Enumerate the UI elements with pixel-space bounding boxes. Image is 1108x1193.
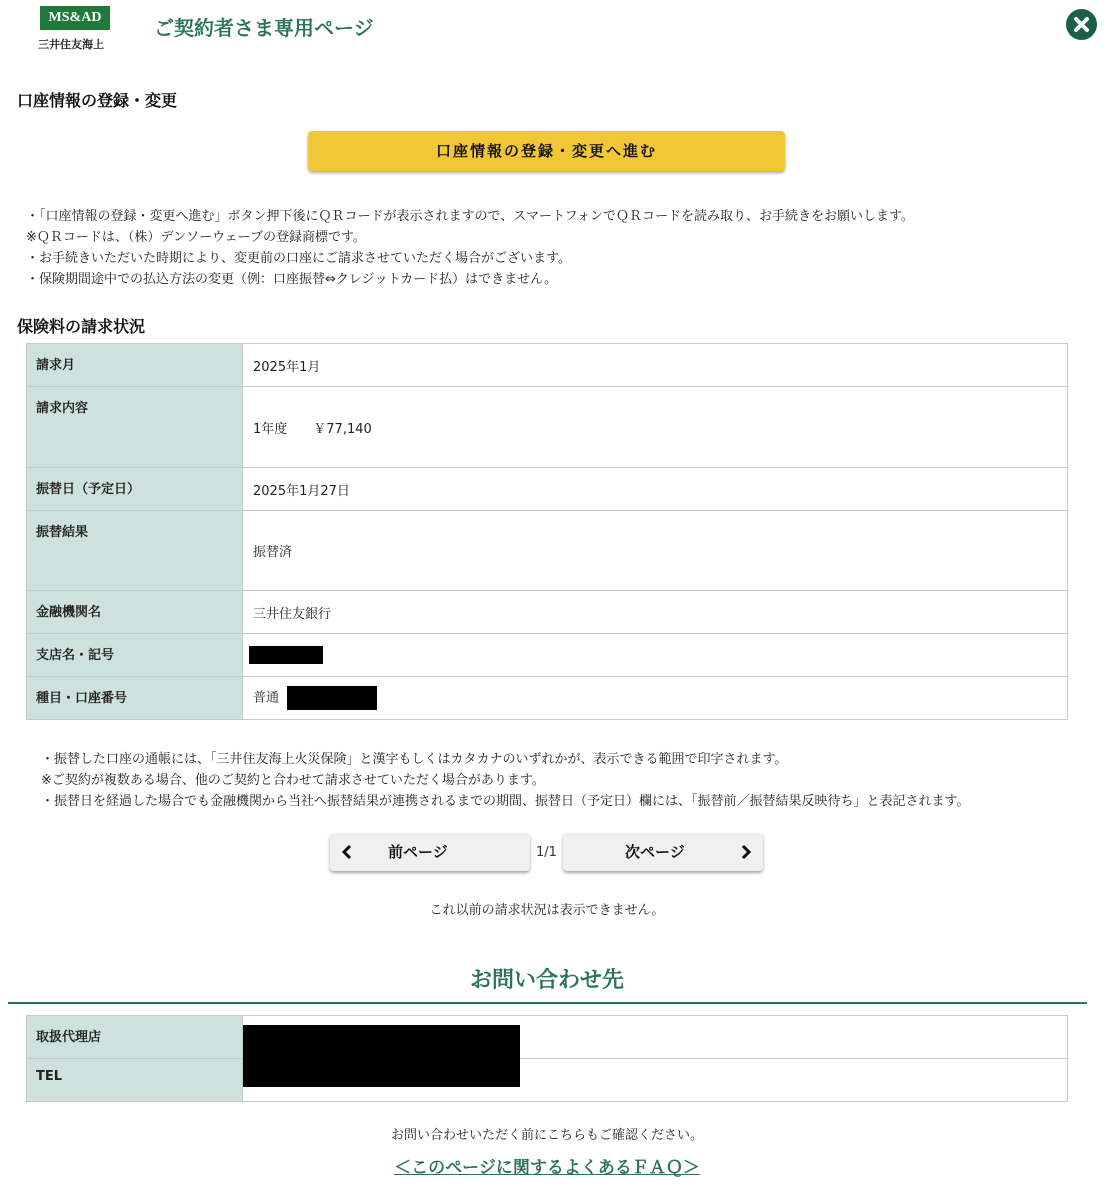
row-label: 振替日（予定日） [27,468,243,511]
table-row [27,1059,1068,1102]
account-section-heading: 口座情報の登録・変更 [17,91,178,110]
billing-notes [41,749,969,812]
row-label: 支店名・記号 [27,634,243,677]
row-value: 2025年1月 [243,344,1068,387]
brand-logo-subtitle: 三井住友海上 [38,38,104,51]
table-row [27,468,1068,511]
next-page-label: 次ページ [625,843,685,861]
row-value: 2025年1月27日 [243,468,1068,511]
table-row [27,591,1068,634]
row-label: TEL [27,1059,243,1102]
row-value [243,634,1068,677]
contact-note: お問い合わせいただく前にこちらもご確認ください。 [390,1128,703,1143]
table-row [27,344,1068,387]
contact-table [26,1015,1068,1102]
account-type: 普通 [253,690,280,706]
table-row [27,677,1068,720]
pager-message: これ以前の請求状況は表示できません。 [429,903,665,918]
row-label: 請求内容 [27,387,243,468]
close-icon [1066,9,1097,40]
page-count: 1/1 [536,845,557,860]
chevron-right-icon [739,844,753,860]
row-label: 取扱代理店 [27,1016,243,1059]
row-value: 1年度 ￥77,140 [243,387,1068,468]
billing-note: ・振替した口座の通帳には、「三井住友海上火災保険」と漢字もしくはカタカナのいずれかが、表示できる範囲で印字されます。 [41,752,788,767]
table-row [27,387,1068,468]
billing-table [26,343,1068,720]
account-note: ・保険期間途中での払込方法の変更（例：口座振替⇔クレジットカード払）はできません。 [26,272,557,287]
page-title: ご契約者さま専用ページ [154,16,374,40]
billing-note: ※ご契約が複数ある場合、他のご契約と合わせて請求させていただく場合があります。 [41,773,545,788]
row-label: 種目・口座番号 [27,677,243,720]
chevron-left-icon [340,844,354,860]
next-page-button[interactable] [563,833,763,871]
row-value: 三井住友銀行 [243,591,1068,634]
row-label: 振替結果 [27,511,243,591]
account-register-button[interactable]: 口座情報の登録・変更へ進む [308,131,785,171]
redacted-block [249,646,323,664]
row-label: 金融機関名 [27,591,243,634]
billing-note: ・振替日を経過した場合でも金融機関から当社へ振替結果が連携されるまでの期間、振替日（予定日）欄には、「振替前／振替結果反映待ち」と表記されます。 [41,794,970,809]
contact-title: お問い合わせ先 [469,968,624,993]
row-label: 請求月 [27,344,243,387]
account-notes [26,206,914,290]
prev-page-button[interactable] [330,833,530,871]
contact-divider [8,1002,1087,1004]
faq-link[interactable]: ＜このページに関するよくあるＦＡＱ＞ [394,1158,700,1178]
redacted-block [243,1025,520,1087]
account-note: ・「口座情報の登録・変更へ進む」ボタン押下後にＱＲコードが表示されますので、スマートフォンでＱＲコードを読み取り、お手続きをお願いします。 [26,209,914,224]
account-note: ・お手続きいただいた時期により、変更前の口座にご請求させていただく場合がございます。 [26,251,571,266]
redacted-block [287,686,377,710]
row-value: 振替済 [243,511,1068,591]
table-row [27,1016,1068,1059]
billing-section-heading: 保険料の請求状況 [17,317,146,336]
account-note: ※ＱＲコードは、（株）デンソーウェーブの登録商標です。 [26,230,366,245]
prev-page-label: 前ページ [388,843,448,861]
close-button[interactable] [1066,9,1097,40]
table-row [27,634,1068,677]
row-value [243,677,1068,720]
brand-logo: MS&AD [40,6,110,30]
table-row [27,511,1068,591]
